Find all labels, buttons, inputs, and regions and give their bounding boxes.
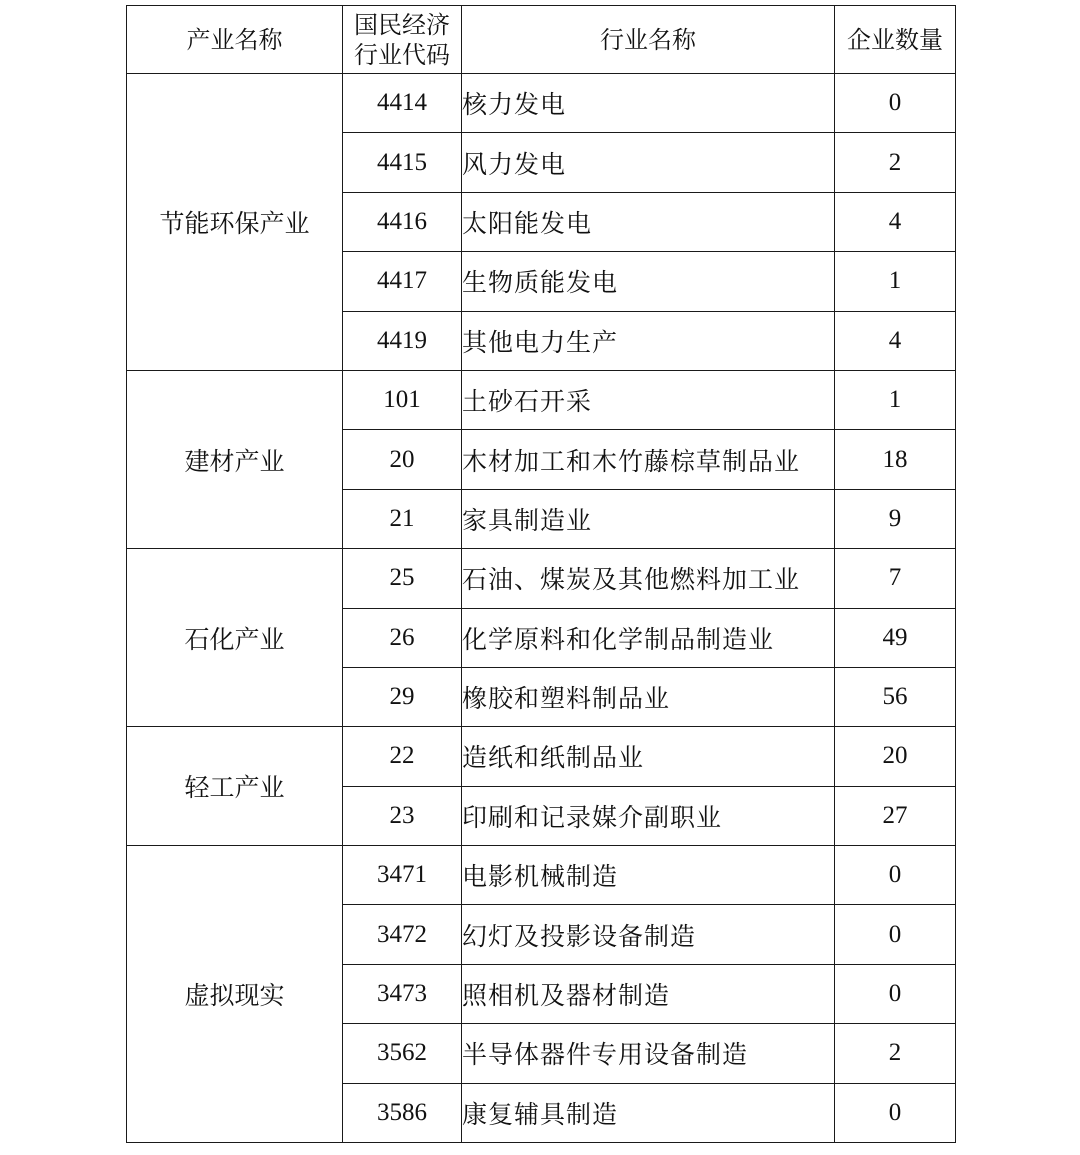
- sector-name-cell: 电影机械制造: [462, 846, 835, 905]
- industry-code-cell: 21: [343, 489, 462, 548]
- industry-group-cell: 节能环保产业: [127, 74, 343, 371]
- sector-name-cell: 康复辅具制造: [462, 1083, 835, 1142]
- enterprise-count-cell: 0: [835, 74, 956, 133]
- sector-name-cell: 印刷和记录媒介副职业: [462, 786, 835, 845]
- sector-name-cell: 家具制造业: [462, 489, 835, 548]
- industry-code-cell: 20: [343, 430, 462, 489]
- enterprise-count-cell: 7: [835, 549, 956, 608]
- industry-code-cell: 23: [343, 786, 462, 845]
- sector-name-cell: 化学原料和化学制品制造业: [462, 608, 835, 667]
- industry-code-cell: 4419: [343, 311, 462, 370]
- industry-group-cell: 建材产业: [127, 370, 343, 548]
- industry-code-cell: 26: [343, 608, 462, 667]
- industry-code-cell: 25: [343, 549, 462, 608]
- enterprise-count-cell: 0: [835, 1083, 956, 1142]
- industry-code-cell: 3473: [343, 964, 462, 1023]
- sector-name-cell: 木材加工和木竹藤棕草制品业: [462, 430, 835, 489]
- enterprise-count-cell: 0: [835, 846, 956, 905]
- enterprise-count-cell: 4: [835, 192, 956, 251]
- header-industry: 产业名称: [127, 6, 343, 74]
- sector-name-cell: 土砂石开采: [462, 370, 835, 429]
- sector-name-cell: 太阳能发电: [462, 192, 835, 251]
- enterprise-count-cell: 2: [835, 133, 956, 192]
- enterprise-count-cell: 0: [835, 905, 956, 964]
- table-row: [127, 549, 956, 608]
- sector-name-cell: 照相机及器材制造: [462, 964, 835, 1023]
- header-code-line2: 行业代码: [354, 40, 450, 69]
- sector-name-cell: 其他电力生产: [462, 311, 835, 370]
- header-sector: 行业名称: [462, 6, 835, 74]
- table-row: [127, 727, 956, 786]
- industry-code-cell: 101: [343, 370, 462, 429]
- sector-name-cell: 风力发电: [462, 133, 835, 192]
- sector-name-cell: 核力发电: [462, 74, 835, 133]
- enterprise-count-cell: 49: [835, 608, 956, 667]
- industry-code-cell: 3586: [343, 1083, 462, 1142]
- enterprise-count-cell: 1: [835, 370, 956, 429]
- enterprise-count-cell: 1: [835, 252, 956, 311]
- header-code: [343, 6, 462, 74]
- industry-code-cell: 4417: [343, 252, 462, 311]
- industry-group-cell: 石化产业: [127, 549, 343, 727]
- table-body: [127, 74, 956, 1143]
- enterprise-count-cell: 27: [835, 786, 956, 845]
- sector-name-cell: 石油、煤炭及其他燃料加工业: [462, 549, 835, 608]
- header-code-line1: 国民经济: [354, 10, 450, 39]
- enterprise-count-cell: 0: [835, 964, 956, 1023]
- enterprise-count-cell: 2: [835, 1024, 956, 1083]
- enterprise-count-cell: 18: [835, 430, 956, 489]
- industry-code-cell: 3472: [343, 905, 462, 964]
- enterprise-count-cell: 4: [835, 311, 956, 370]
- industry-code-cell: 4415: [343, 133, 462, 192]
- enterprise-count-cell: 20: [835, 727, 956, 786]
- table-row: [127, 370, 956, 429]
- industry-code-cell: 3562: [343, 1024, 462, 1083]
- industry-code-cell: 4416: [343, 192, 462, 251]
- table-header: [127, 6, 956, 74]
- table-row: [127, 846, 956, 905]
- enterprise-count-cell: 9: [835, 489, 956, 548]
- industry-code-cell: 3471: [343, 846, 462, 905]
- sector-name-cell: 橡胶和塑料制品业: [462, 667, 835, 726]
- enterprise-count-cell: 56: [835, 667, 956, 726]
- industry-code-cell: 29: [343, 667, 462, 726]
- industry-group-cell: 虚拟现实: [127, 846, 343, 1143]
- sector-name-cell: 幻灯及投影设备制造: [462, 905, 835, 964]
- industry-code-cell: 22: [343, 727, 462, 786]
- header-count: 企业数量: [835, 6, 956, 74]
- header-row: [127, 6, 956, 74]
- sector-name-cell: 半导体器件专用设备制造: [462, 1024, 835, 1083]
- industry-enterprise-table: [126, 5, 956, 1143]
- sector-name-cell: 生物质能发电: [462, 252, 835, 311]
- industry-group-cell: 轻工产业: [127, 727, 343, 846]
- sector-name-cell: 造纸和纸制品业: [462, 727, 835, 786]
- table-row: [127, 74, 956, 133]
- industry-code-cell: 4414: [343, 74, 462, 133]
